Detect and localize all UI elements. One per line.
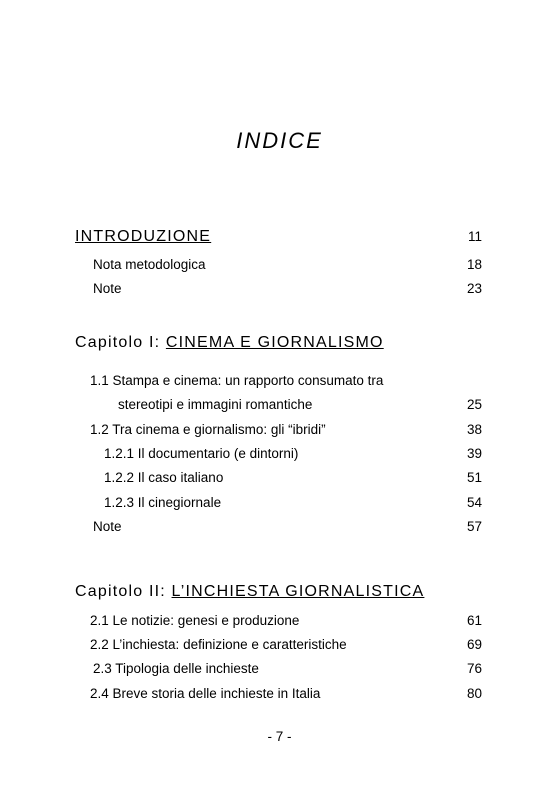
toc-entry-label: 1.2.1 Il documentario (e dintorni) [104, 446, 299, 461]
toc-page-number: 61 [466, 613, 482, 628]
toc-entry-label: 2.1 Le notizie: genesi e produzione [90, 613, 300, 628]
toc-page-number: 38 [466, 422, 482, 437]
toc-entry[interactable] [0, 611, 559, 631]
toc-heading-title: CINEMA E GIORNALISMO [165, 334, 384, 351]
toc-heading-label [75, 227, 211, 247]
toc-page-number: 25 [466, 397, 482, 412]
toc-entry[interactable] [0, 371, 559, 391]
toc-heading-title: L’INCHIESTA GIORNALISTICA [171, 583, 425, 600]
toc-heading-capitolo-2[interactable] [0, 582, 559, 602]
toc-entry[interactable] [0, 468, 559, 488]
toc-entry[interactable] [0, 279, 559, 299]
page-number: - 7 - [267, 729, 292, 744]
toc-entry[interactable] [0, 684, 559, 704]
toc-page-number: 57 [466, 519, 482, 534]
toc-heading-title: INTRODUZIONE [75, 228, 212, 245]
toc-entry-label: 2.4 Breve storia delle inchieste in Italia [90, 686, 321, 701]
toc-heading-label [75, 582, 424, 602]
toc-entry[interactable] [0, 444, 559, 464]
toc-page-number: 76 [466, 661, 482, 676]
toc-entry-label: 2.3 Tipologia delle inchieste [93, 661, 259, 676]
toc-page-number: 51 [466, 470, 482, 485]
toc-heading-prefix: Capitolo I: [75, 334, 166, 351]
toc-heading-capitolo-1[interactable] [0, 333, 559, 353]
toc-entry-label: stereotipi e immagini romantiche [118, 397, 313, 412]
toc-entry-label: 1.2.3 Il cinegiornale [104, 495, 222, 510]
toc-page-number: 11 [467, 229, 482, 244]
toc-entry[interactable] [0, 493, 559, 513]
toc-heading-introduzione[interactable] [0, 227, 559, 247]
toc-page-number: 39 [466, 446, 482, 461]
toc-page-number: 54 [466, 495, 482, 510]
toc-entry[interactable] [0, 395, 559, 415]
toc-page-number: 18 [466, 257, 482, 272]
toc-entry-label: 1.1 Stampa e cinema: un rapporto consumato tra [90, 373, 384, 388]
toc-page-number: 69 [466, 637, 482, 652]
toc-entry[interactable] [0, 420, 559, 440]
toc-page-number: 23 [466, 281, 482, 296]
toc-entry-label: 1.2 Tra cinema e giornalismo: gli “ibridi” [90, 422, 326, 437]
toc-page-number: 80 [466, 686, 482, 701]
toc-entry-label: Nota metodologica [93, 257, 206, 272]
toc-entry[interactable] [0, 635, 559, 655]
toc-entry-label: Note [93, 519, 122, 534]
toc-entry[interactable] [0, 659, 559, 679]
toc-entry[interactable] [0, 517, 559, 537]
toc-entry[interactable] [0, 255, 559, 275]
toc-entry-label: 1.2.2 Il caso italiano [104, 470, 224, 485]
page-title: INDICE [236, 128, 323, 153]
toc-entry-label: Note [93, 281, 122, 296]
toc-heading-prefix: Capitolo II: [75, 583, 172, 600]
toc-entry-label: 2.2 L’inchiesta: definizione e caratteristiche [90, 637, 347, 652]
toc-heading-label [75, 333, 384, 353]
